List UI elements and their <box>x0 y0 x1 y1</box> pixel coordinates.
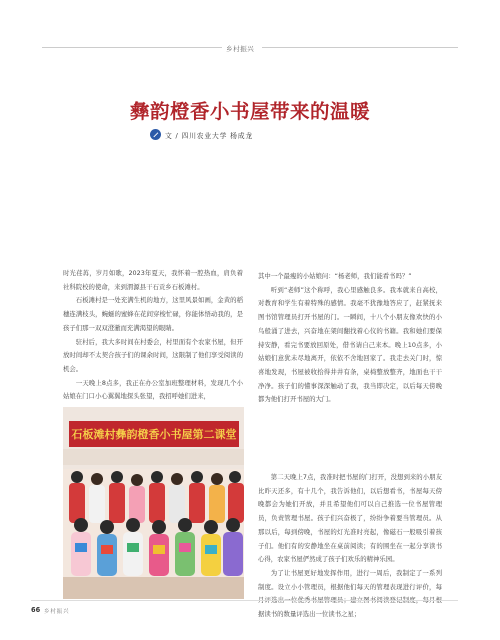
banner-text: 石板滩村彝韵橙香小书屋第二课堂 <box>71 428 237 441</box>
footer-label: 乡村振兴 <box>44 609 70 615</box>
header-rule-right <box>262 47 458 48</box>
header-rule-left <box>42 47 222 48</box>
left-column <box>63 267 243 404</box>
right-paragraph-1: 其中一个最瘦的小姑娘问：“杨老师，我们能看书吗？” <box>258 272 412 280</box>
footer-rule <box>31 600 458 601</box>
right-column <box>258 270 442 407</box>
byline <box>150 129 253 140</box>
right-paragraph-4: 为了让书屋更好地发挥作用，进行一周后，我制定了一系列制度。设立小小管理员，根据他们每天的管理表现进行评价，每 据读书的数量评选出一位读书之星； <box>258 568 442 619</box>
header-section-tag: 乡村振兴 <box>226 45 255 53</box>
photo <box>63 407 244 599</box>
right-paragraph-2: 听到“老师”这个称呼，我心里感触良多。我本就来自高校，对教育和学生有着特殊的感情。我毫不犹豫地答应了，赶紧抚来图书馆管理员打开书屋的门。一瞬间，十八个小朋友像欢快的小鸟般涌了进去，兴奋地在架间翻找着心仪的书籍。我和她们要保持安静，看完书要放回原处，借书请自己来本。晚上10点多，小姑娘们意犹未尽地离开，依依不舍地回家了。我走去关门时，惊喜地发现，书屋被收拾得井井有条，桌椅整放整齐，地面也干干净净。孩子们的懂事深深触动了我，我当即决定，以后每天傍晚都为他们打开书屋的大门。 <box>258 285 442 404</box>
people-group <box>69 471 244 523</box>
left-paragraph-1: 时光荏苒，岁月如歌，2023年夏天，我怀着一腔热血，肩负着社科院校的使命，来到渭源县干石贡乡石板滩村。 <box>63 269 243 291</box>
left-paragraph-2: 石板滩村是一处充满生机的地方，这里风景如画，金黄的稻穗连满枝头，蜿蜒的蜜蜂在花间穿梭忙碌，你能体悟动我的，是孩子们那一双双澄澈而充满渴望的眼睛。 <box>63 296 243 332</box>
left-paragraph-3: 驻村后，我大多时间在村委会，村里面有个农家书屋，但开放时间却不太契合孩子们的课余时间，这限制了他们享受阅读的机会。 <box>63 337 243 373</box>
page-number: 66 <box>31 606 41 614</box>
left-paragraph-4: 一天晚上8点多，我正在办公室加班整理材料，发现几个小姑娘在门口小心翼翼地探头张望，我招呼她们进来， <box>63 378 243 401</box>
article-title: 彝韵橙香小书屋带来的温暖 <box>129 100 370 123</box>
byline-text: 文 / 四川农业大学 杨成龙 <box>165 131 253 140</box>
right-paragraph-3: 第二天晚上7点，我准时把书屋的门打开，没想到来的小朋友比昨天还多，有十几个，我告诉他们，以后想看书，书屋每天傍晚都会为她们开放，并且希望他们可以自己推选一位书屋管理员，负责管理书屋。孩子们兴奋极了，纷纷争着要当管理员。从那以后，每到傍晚，书屋的灯光准时亮起，像磁石一般吸引着孩子们。他们有的安静地坐在桌前阅读；有的围坐在一起分享读书心得，农家书屋俨然成了孩子们欢乐的精神乐园。 <box>258 473 442 564</box>
pen-icon <box>150 129 161 140</box>
